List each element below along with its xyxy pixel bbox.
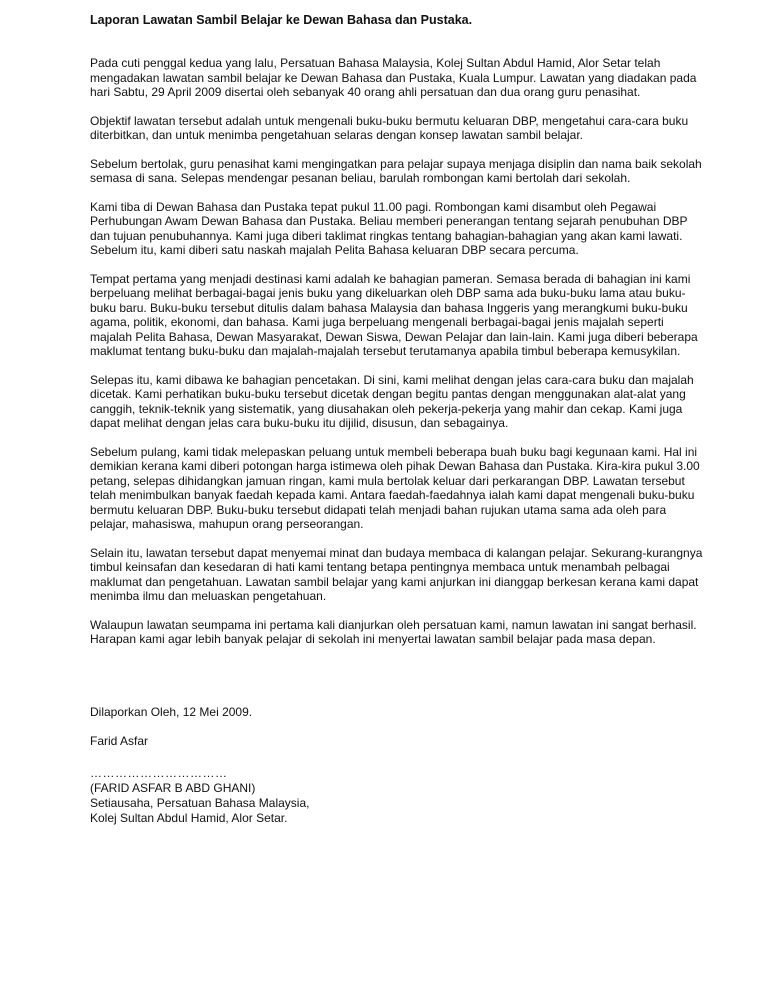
paragraph-4: Kami tiba di Dewan Bahasa dan Pustaka tepat pukul 11.00 pagi. Rombongan kami disambut oleh Pegawai Perhubungan Awam Dewan Bahasa dan Pustaka. Beliau memberi penerangan tentang sejarah penubuhan DBP dan tujuan penubuhannya. Kami juga diberi taklimat ringkas tentang bahagian-bahagian yang akan kami lawati. Sebelum itu, kami diberi satu naskah majalah Pelita Bahasa keluaran DBP secara percuma.	[90, 199, 688, 257]
paragraph-1: Pada cuti penggal kedua yang lalu, Persatuan Bahasa Malaysia, Kolej Sultan Abdul Hamid, Alor Setar telah mengadakan lawatan sambil belajar ke Dewan Bahasa dan Pustaka, Kuala Lumpur. Lawatan yang diadakan pada hari Sabtu, 29 April 2009 disertai oleh sebanyak 40 orang ahli persatuan dan dua orang guru penasihat.	[90, 56, 697, 99]
signer-full-name: (FARID ASFAR B ABD GHANI)	[90, 780, 256, 795]
paragraph-2: Objektif lawatan tersebut adalah untuk mengenali buku-buku bermutu keluaran DBP, mengetahui cara-cara buku diterbitkan, dan untuk menimba pengetahuan selaras dengan konsep lawatan sambil belajar.	[90, 113, 689, 142]
signature-block	[90, 705, 708, 826]
paragraph-5: Tempat pertama yang menjadi destinasi kami adalah ke bahagian pameran. Semasa berada di bahagian ini kami berpeluang melihat berbagai-bagai jenis buku yang dikeluarkan oleh DBP sama ada buku-buku lama atau buku-buku baru. Buku-buku tersebut ditulis dalam bahasa Malaysia dan bahasa Inggeris yang merangkumi buku-buku agama, politik, ekonomi, dan bahasa. Kami juga berpeluang mengenali berbagai-bagai jenis majalah seperti majalah Pelita Bahasa, Dewan Masyarakat, Dewan Siswa, Dewan Pelajar dan lain-lain. Kami juga diberi beberapa maklumat tentang buku-buku dan majalah-majalah tersebut terutamanya apabila timbul beberapa kemusykilan.	[90, 271, 698, 358]
paragraph-9: Walaupun lawatan seumpama ini pertama kali dianjurkan oleh persatuan kami, namun lawatan ini sangat berhasil. Harapan kami agar lebih banyak pelajar di sekolah ini menyertai lawatan sambil belajar pada masa depan.	[90, 617, 697, 646]
paragraph-7: Sebelum pulang, kami tidak melepaskan peluang untuk membeli beberapa buah buku bagi kegunaan kami. Hal ini demikian kerana kami diberi potongan harga istimewa oleh pihak Dewan Bahasa dan Pustaka. Kira-kira pukul 3.00 petang, selepas dihidangkan jamuan ringan, kami mula bertolak keluar dari perkarangan DBP. Lawatan tersebut telah menimbulkan banyak faedah kepada kami. Antara faedah-faedahnya ialah kami dapat mengenali buku-buku bermutu keluaran DBP. Buku-buku tersebut didapati telah menjadi bahan rujukan utama sama ada oleh para pelajar, mahasiswa, mahupun orang perseorangan.	[90, 444, 700, 531]
document-title: Laporan Lawatan Sambil Belajar ke Dewan Bahasa dan Pustaka.	[90, 13, 473, 27]
reported-by-line: Dilaporkan Oleh, 12 Mei 2009.	[90, 704, 253, 719]
signer-name: Farid Asfar	[90, 733, 149, 748]
signer-position: Setiausaha, Persatuan Bahasa Malaysia,	[90, 795, 310, 810]
document-body	[90, 56, 708, 647]
signer-school: Kolej Sultan Abdul Hamid, Alor Setar.	[90, 810, 288, 825]
paragraph-6: Selepas itu, kami dibawa ke bahagian pencetakan. Di sini, kami melihat dengan jelas cara-cara buku dan majalah dicetak. Kami perhatikan buku-buku tersebut dicetak dengan begitu pantas dengan menggunakan alat-alat yang canggih, teknik-teknik yang sistematik, yang diusahakan oleh pekerja-pekerja yang mahir dan cekap. Kami juga dapat melihat dengan jelas cara buku-buku itu dijilid, disusun, dan sebagainya.	[90, 372, 694, 430]
paragraph-3: Sebelum bertolak, guru penasihat kami mengingatkan para pelajar supaya menjaga disiplin dan nama baik sekolah semasa di sana. Selepas mendengar pesanan beliau, barulah rombongan kami bertolah dari sekolah.	[90, 156, 702, 185]
paragraph-8: Selain itu, lawatan tersebut dapat menyemai minat dan budaya membaca di kalangan pelajar. Sekurang-kurangnya timbul keinsafan dan kesedaran di hati kami tentang betapa pentingnya membaca untuk menambah pelbagai maklumat dan pengetahuan. Lawatan sambil belajar yang kami anjurkan ini dianggap berkesan kerana kami dapat menimba ilmu dan meluaskan pengetahuan.	[90, 545, 703, 603]
signature-line: ……………………………	[90, 765, 228, 780]
